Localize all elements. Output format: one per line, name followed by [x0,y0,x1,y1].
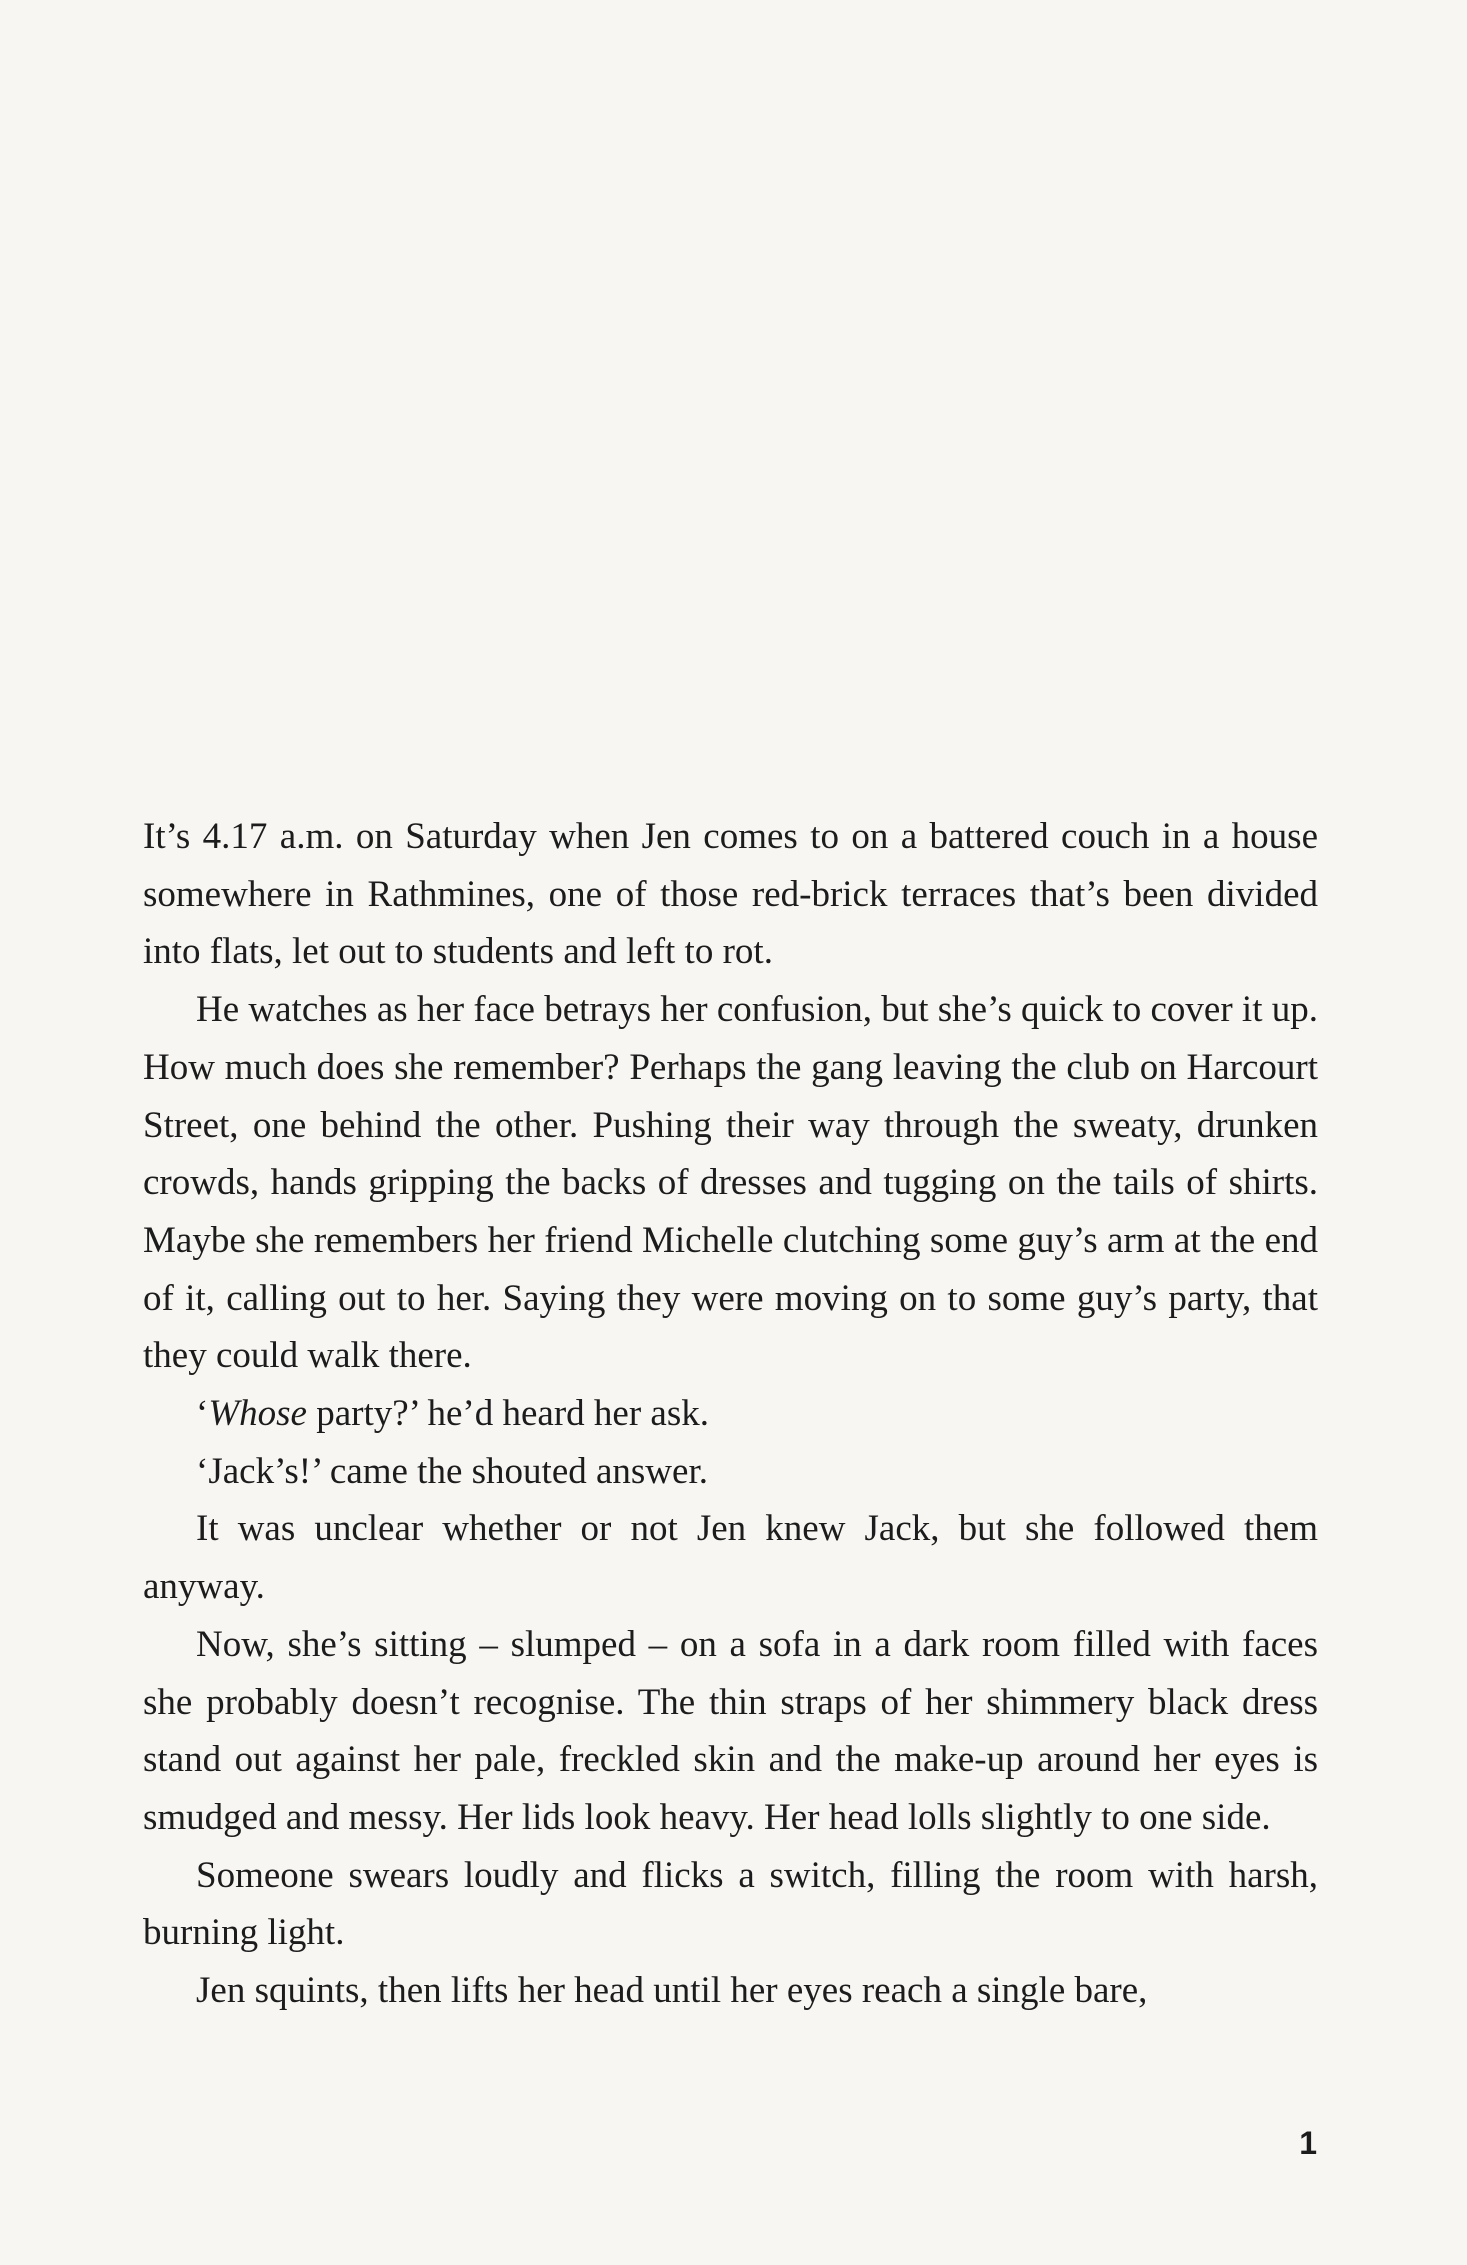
paragraph: He watches as her face betrays her confusion, but she’s quick to cover it up. How much does she remember? Perhaps the gang leaving the club on Harcourt Street, one behind the other. Pushing their way through the sweaty, drunken crowds, hands gripping the backs of dresses and tugging on the tails of shirts. Maybe she remembers her friend Michelle clutching some guy’s arm at the end of it, calling out to her. Saying they were moving on to some guy’s party, that they could walk there. [143,989,1318,1377]
emphasized-word: Whose [208,1393,307,1435]
body-text [143,808,1318,2020]
paragraph: It was unclear whether or not Jen knew Jack, but she followed them anyway. [143,1508,1318,1608]
paragraph: It’s 4.17 a.m. on Saturday when Jen comes to on a battered couch in a house somewhere in Rathmines, one of those red-brick terraces that’s been divided into flats, let out to students and left to rot. [143,816,1318,973]
paragraph-text-after: party?’ he’d heard her ask. [306,1393,709,1435]
page-number: 1 [1299,2125,1317,2161]
paragraph [143,1385,1318,1443]
paragraph: Jen squints, then lifts her head until her eyes reach a single bare, [196,1970,1148,2012]
paragraph: Now, she’s sitting – slumped – on a sofa in a dark room filled with faces she probably doesn’t recognise. The thin straps of her shimmery black dress stand out against her pale, freckled skin and the make-up around her eyes is smudged and messy. Her lids look heavy. Her head lolls slightly to one side. [143,1623,1318,1838]
paragraph: Someone swears loudly and flicks a switch, filling the room with harsh, burning light. [143,1854,1318,1954]
paragraph-text-before: ‘ [196,1393,209,1435]
paragraph: ‘Jack’s!’ came the shouted answer. [196,1450,708,1492]
